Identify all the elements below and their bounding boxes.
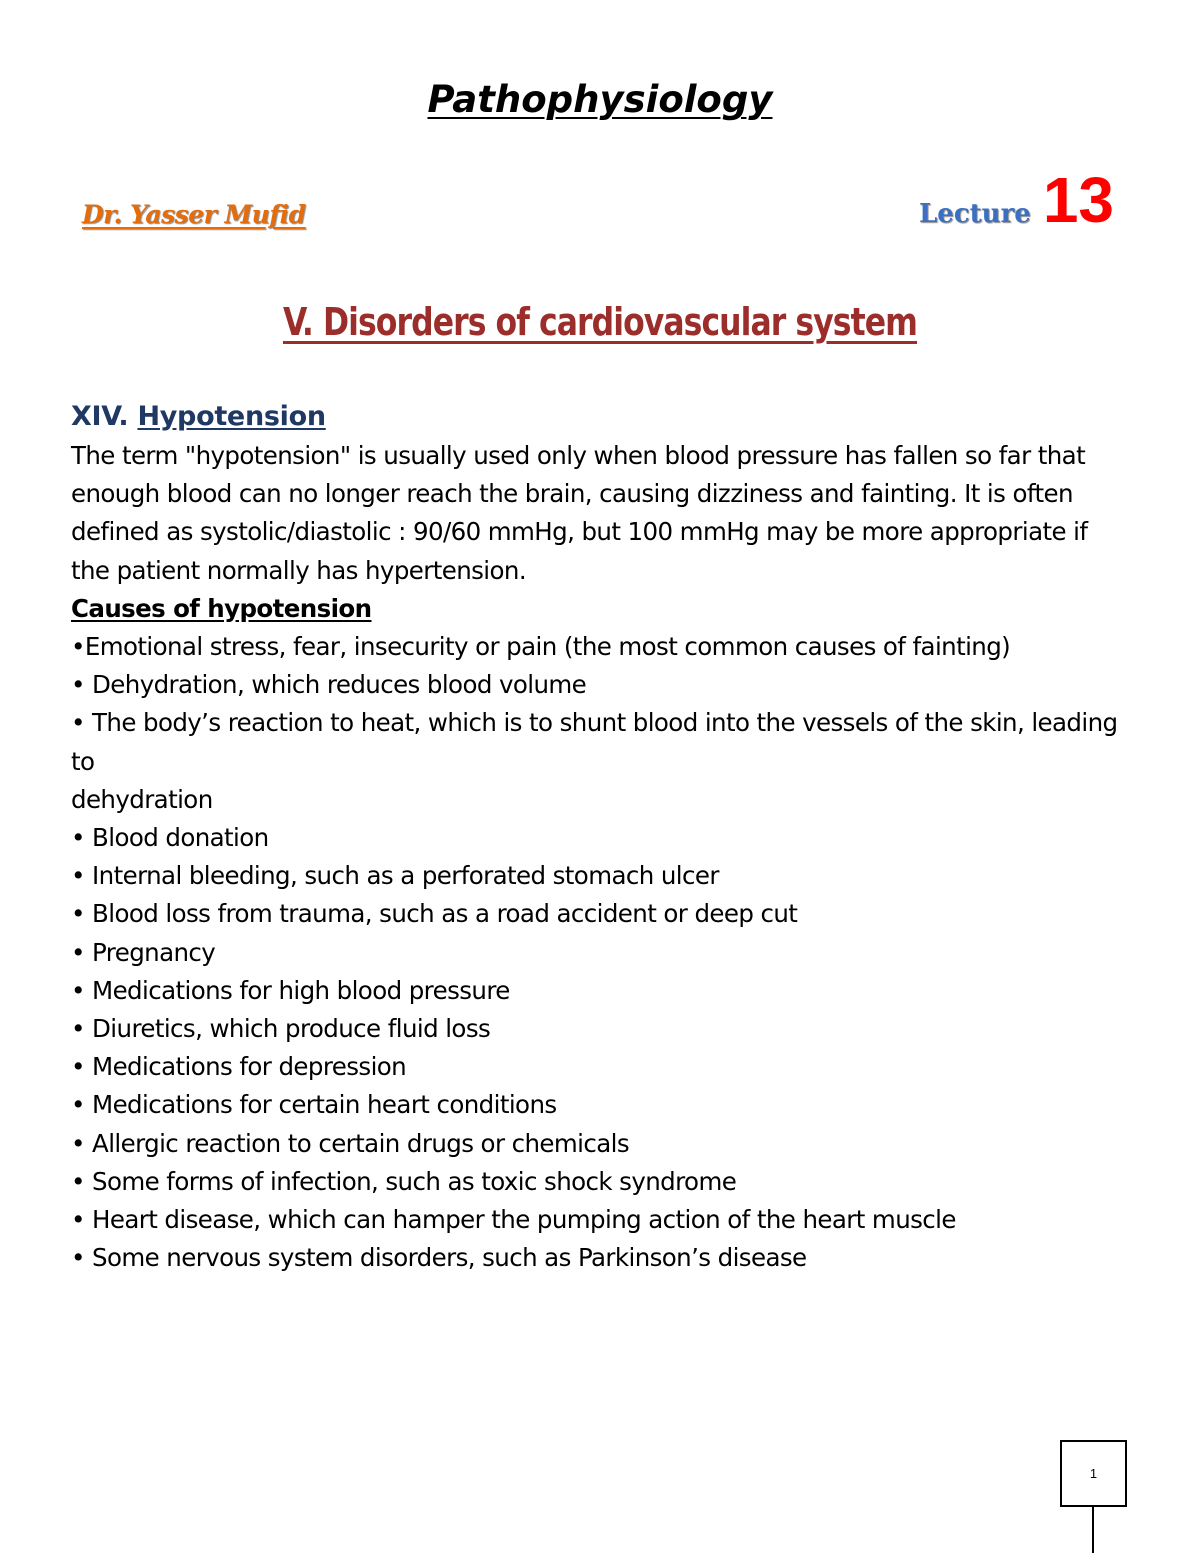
topic-heading — [71, 397, 1131, 437]
list-item: • Blood loss from trauma, such as a road accident or deep cut — [71, 899, 798, 929]
list-item: • Some nervous system disorders, such as Parkinson’s disease — [71, 1243, 807, 1273]
causes-list — [71, 628, 1131, 1277]
list-item: • Dehydration, which reduces blood volume — [71, 670, 587, 700]
page-number-box — [1060, 1440, 1127, 1507]
list-item: • Heart disease, which can hamper the pumping action of the heart muscle — [71, 1205, 956, 1235]
lecture-label: Lecture — [919, 199, 1031, 229]
lecture-label-group — [919, 164, 1114, 236]
list-item: • Some forms of infection, such as toxic shock syndrome — [71, 1166, 737, 1196]
list-item: •Emotional stress, fear, insecurity or pain (the most common causes of fainting) — [71, 632, 1011, 662]
list-item: • Medications for high blood pressure — [71, 975, 510, 1005]
list-item: • Blood donation — [71, 823, 269, 853]
definition-paragraph: The term "hypotension" is usually used only when blood pressure has fallen so far that enough blood can no longer reach the brain, causing dizziness and fainting. It is often defined as systolic/diastolic : 90/60 mmHg, but 100 mmHg may be more appropriate if the patient normally has hypertension. — [71, 441, 1088, 585]
list-item: • Pregnancy — [71, 937, 216, 967]
list-item: dehydration — [71, 784, 213, 814]
topic-numeral: XIV. — [71, 401, 129, 432]
list-item: • Medications for certain heart conditions — [71, 1090, 557, 1120]
section-heading: V. Disorders of cardiovascular system — [282, 300, 917, 344]
list-item: • The body’s reaction to heat, which is to shunt blood into the vessels of the skin, leading to — [71, 708, 1118, 776]
list-item: • Allergic reaction to certain drugs or chemicals — [71, 1128, 630, 1158]
page-title: Pathophysiology — [427, 78, 773, 121]
page-number-connector — [1092, 1507, 1094, 1553]
lecture-number: 13 — [1042, 164, 1114, 236]
list-item: • Diuretics, which produce fluid loss — [71, 1014, 491, 1044]
author-name: Dr. Yasser Mufid — [82, 200, 306, 229]
list-item: • Internal bleeding, such as a perforated stomach ulcer — [71, 861, 719, 891]
causes-heading: Causes of hypotension — [71, 593, 372, 623]
page-number: 1 — [1089, 1466, 1098, 1481]
list-item: • Medications for depression — [71, 1052, 407, 1082]
topic-title: Hypotension — [137, 401, 326, 432]
document-body — [71, 397, 1131, 1277]
